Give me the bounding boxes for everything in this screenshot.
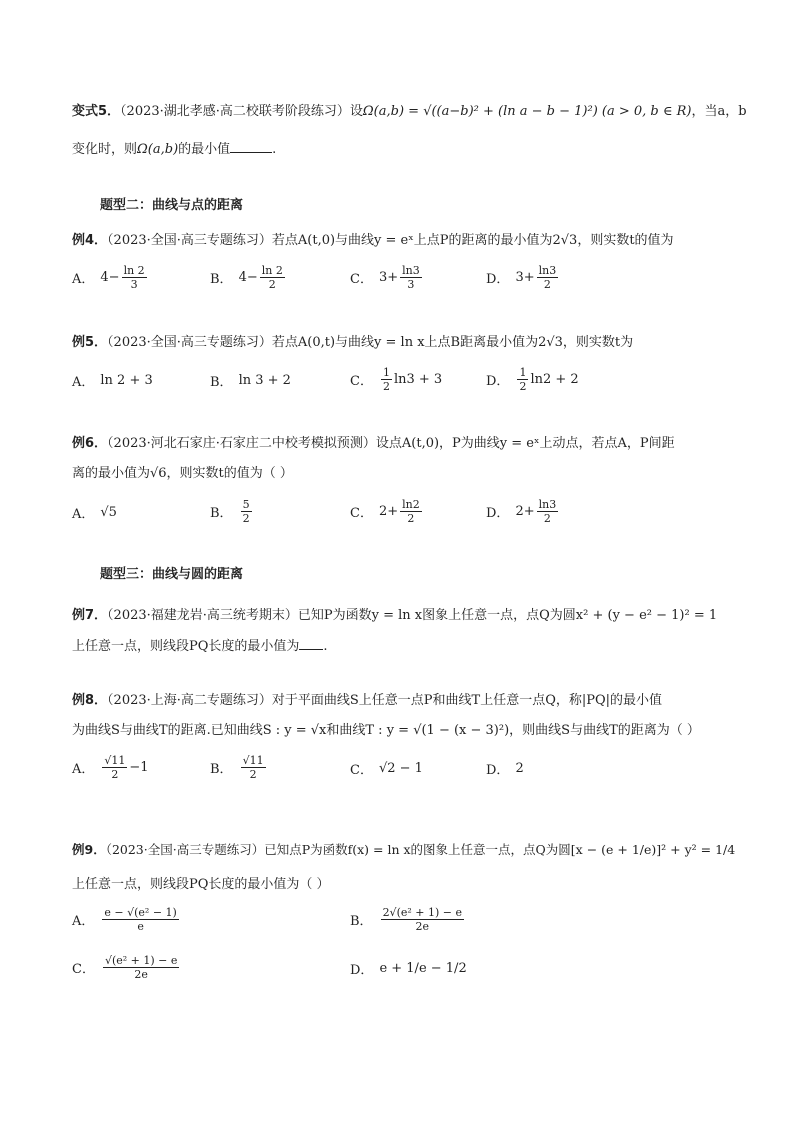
ex6-line2 <box>72 464 293 484</box>
ex4-option-b[interactable] <box>210 264 287 291</box>
option-post: −1 <box>129 760 149 775</box>
ex7-line2 <box>72 637 328 657</box>
ex6-option-b[interactable] <box>210 498 254 525</box>
bianshi5-line2-formula: Ω(a,b) <box>137 142 179 157</box>
ex7-text2: 上任意一点，则线段PQ长度的最小值为 <box>72 639 300 654</box>
fraction-den: 2e <box>134 968 148 981</box>
ex8-option-a[interactable] <box>72 754 149 781</box>
fraction <box>400 498 422 525</box>
ex9-label: 例9． <box>72 842 106 857</box>
option-pre: 3+ <box>378 270 399 285</box>
fraction-den: 2 <box>519 380 527 393</box>
ex8-option-c[interactable] <box>350 759 423 778</box>
fraction <box>102 754 127 781</box>
bianshi5-line2 <box>72 140 276 160</box>
ex7-line1 <box>72 606 717 626</box>
fraction-num: ln 2 <box>261 264 283 277</box>
ex9-text2: 上任意一点，则线段PQ长度的最小值为（ ） <box>72 877 330 892</box>
option-pre: 4− <box>238 270 258 285</box>
option-label: A． <box>72 272 95 287</box>
option-post: ln3 + 3 <box>393 372 443 387</box>
option-pre: 4− <box>100 270 120 285</box>
bianshi5-line2-pre: 变化时，则 <box>72 142 138 157</box>
option-text: ln 3 + 2 <box>238 373 291 388</box>
option-label: B． <box>210 762 233 777</box>
option-label: B． <box>210 272 233 287</box>
ex9-option-c[interactable] <box>72 954 181 981</box>
option-text: 2 <box>515 761 524 776</box>
fraction-den: e <box>137 920 144 933</box>
option-pre: 2+ <box>515 504 535 519</box>
option-text: √2 − 1 <box>378 761 423 776</box>
fraction <box>241 754 266 781</box>
fraction <box>241 498 252 525</box>
ex6-option-d[interactable] <box>486 498 560 525</box>
fraction-den: 2e <box>415 920 430 933</box>
fraction-num: ln3 <box>538 498 557 511</box>
option-label: A． <box>72 375 95 390</box>
bianshi5-line2-end: . <box>272 142 277 157</box>
fraction-den: 3 <box>407 278 415 291</box>
ex5-stem <box>72 333 633 353</box>
bianshi5-label: 变式5． <box>72 104 121 119</box>
answer-blank[interactable] <box>230 152 272 153</box>
option-label: B． <box>210 375 233 390</box>
ex9-option-b[interactable] <box>350 906 466 933</box>
ex6-text2: 离的最小值为√6，则实数t的值为（ ） <box>72 466 293 481</box>
option-post: ln2 + 2 <box>530 372 579 387</box>
fraction-num: √(e² + 1) − e <box>104 954 178 967</box>
fraction-den: 2 <box>382 380 390 393</box>
fraction-den: 3 <box>130 278 138 291</box>
ex5-option-b[interactable] <box>210 371 291 390</box>
fraction <box>122 264 147 291</box>
ex7-text1: （2023·福建龙岩·高三统考期末）已知P为函数y = ln x图象上任意一点，点Q为圆x² + (y − e² − 1)² = 1 <box>107 608 718 623</box>
ex9-option-a[interactable] <box>72 906 181 933</box>
ex8-text2: 为曲线S与曲线T的距离.已知曲线S : y = √x和曲线T : y = √(1 − (x − 3)²)，则曲线S与曲线T的距离为（ ） <box>72 723 700 738</box>
fraction-num: ln 2 <box>123 264 145 277</box>
section-heading-type3: 题型三：曲线与圆的距离 <box>100 567 244 582</box>
ex4-option-c[interactable] <box>350 264 424 291</box>
fraction-num: ln2 <box>402 498 420 511</box>
answer-blank[interactable] <box>299 649 323 650</box>
fraction-den: 2 <box>407 512 415 525</box>
option-label: C． <box>72 962 95 977</box>
fraction-num: 1 <box>382 366 390 379</box>
fraction-num: √11 <box>104 754 126 767</box>
option-label: D． <box>486 763 510 778</box>
ex9-line1 <box>72 840 735 860</box>
ex8-text1: （2023·上海·高二专题练习）对于平面曲线S上任意一点P和曲线T上任意一点Q，称|PQ|的最小值 <box>107 693 663 708</box>
bianshi5-source: （2023·湖北孝感·高二校联考阶段练习）设 <box>120 104 363 119</box>
ex7-end: . <box>323 639 328 654</box>
fraction-num: 1 <box>519 366 527 379</box>
fraction <box>517 366 528 393</box>
ex8-label: 例8． <box>72 693 108 708</box>
option-text: e + 1/e − 1/2 <box>379 961 467 976</box>
option-label: D． <box>350 963 374 978</box>
fraction-num: ln3 <box>402 264 420 277</box>
option-label: C． <box>350 374 373 389</box>
fraction <box>381 906 464 933</box>
ex8-line1 <box>72 691 662 711</box>
fraction <box>537 498 559 525</box>
option-label: D． <box>486 272 510 287</box>
fraction <box>102 906 178 933</box>
fraction <box>260 264 285 291</box>
option-text: ln 2 + 3 <box>100 373 153 388</box>
ex5-option-a[interactable] <box>72 371 153 390</box>
ex5-option-d[interactable] <box>486 366 579 393</box>
option-pre: 3+ <box>515 270 535 285</box>
fraction <box>103 954 179 981</box>
ex4-label: 例4． <box>72 233 108 248</box>
bianshi5-formula: Ω(a,b) = √((a−b)² + (ln a − b − 1)²) (a > 0, b ∈ R) <box>362 104 692 119</box>
fraction-den: 2 <box>249 768 257 781</box>
ex6-line1 <box>72 434 675 454</box>
fraction-den: 2 <box>543 512 551 525</box>
bianshi5-tail: ，当a，b <box>691 104 747 119</box>
fraction <box>400 264 422 291</box>
ex4-option-a[interactable] <box>72 264 149 291</box>
bianshi5-line1 <box>72 102 747 122</box>
ex4-option-d[interactable] <box>486 264 560 291</box>
ex4-stem <box>72 231 674 251</box>
ex5-option-c[interactable] <box>350 366 442 393</box>
fraction-num: 2√(e² + 1) − e <box>382 906 463 919</box>
ex9-line2 <box>72 875 330 895</box>
ex9-option-d[interactable] <box>350 959 467 978</box>
fraction-den: 2 <box>111 768 119 781</box>
option-label: C． <box>350 763 373 778</box>
fraction-num: e − √(e² − 1) <box>104 906 177 919</box>
option-label: A． <box>72 914 95 929</box>
fraction <box>537 264 559 291</box>
option-label: A． <box>72 762 95 777</box>
option-pre: 2+ <box>378 504 399 519</box>
fraction-den: 2 <box>242 512 250 525</box>
fraction-num: ln3 <box>538 264 557 277</box>
option-label: C． <box>350 506 373 521</box>
ex9-text1: （2023·全国·高三专题练习）已知点P为函数f(x) = ln x的图象上任意一点，点Q为圆[x − (e + 1/e)]² + y² = 1/4 <box>105 842 736 857</box>
fraction-den: 2 <box>268 278 276 291</box>
ex5-text: （2023·全国·高三专题练习）若点A(0,t)与曲线y = ln x上点B距离最小值为2√3，则实数t为 <box>107 335 634 350</box>
option-label: B． <box>350 914 373 929</box>
option-text: √5 <box>100 505 117 520</box>
fraction-num: 5 <box>242 498 250 511</box>
ex6-text1: （2023·河北石家庄·石家庄二中校考模拟预测）设点A(t,0)，P为曲线y = eˣ上动点，若点A，P间距 <box>107 436 675 451</box>
fraction <box>381 366 392 393</box>
bianshi5-line2-post: 的最小值 <box>178 142 231 157</box>
option-label: D． <box>486 506 510 521</box>
ex6-option-c[interactable] <box>350 498 424 525</box>
fraction-num: √11 <box>242 754 264 767</box>
ex4-text: （2023·全国·高三专题练习）若点A(t,0)与曲线y = eˣ上点P的距离的最小值为2√3，则实数t的值为 <box>107 233 674 248</box>
fraction-den: 2 <box>543 278 551 291</box>
option-label: A． <box>72 507 95 522</box>
option-label: D． <box>486 374 510 389</box>
ex8-option-b[interactable] <box>210 754 268 781</box>
ex8-option-d[interactable] <box>486 759 524 778</box>
option-label: B． <box>210 506 233 521</box>
option-label: C． <box>350 272 373 287</box>
ex7-label: 例7． <box>72 608 108 623</box>
ex6-option-a[interactable] <box>72 503 117 522</box>
section-heading-type2: 题型二：曲线与点的距离 <box>100 198 244 213</box>
ex8-line2 <box>72 721 700 741</box>
ex6-label: 例6． <box>72 436 108 451</box>
ex5-label: 例5． <box>72 335 108 350</box>
